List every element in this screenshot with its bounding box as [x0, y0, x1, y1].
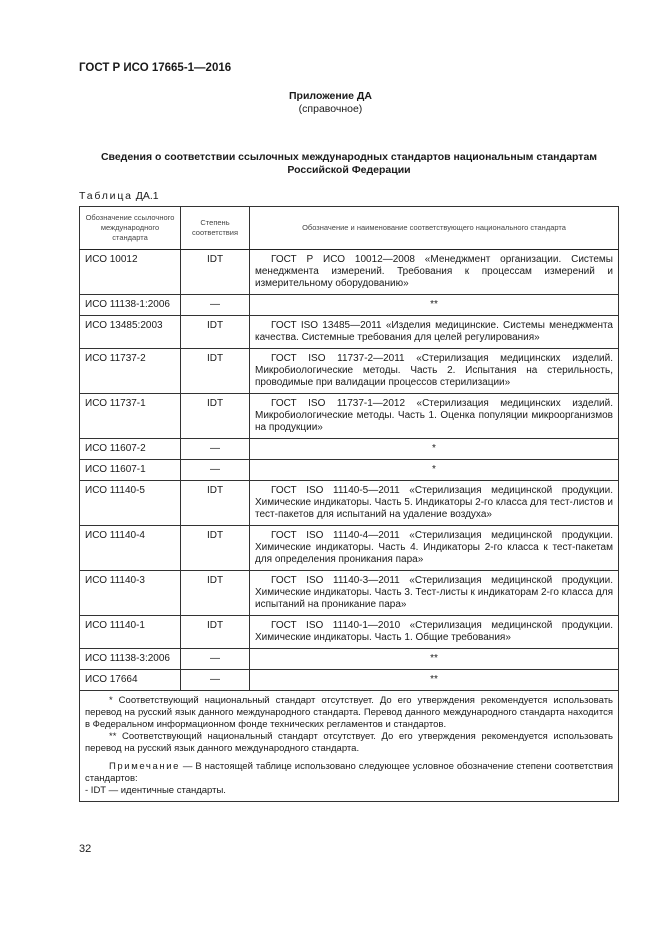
table-row — [80, 394, 619, 439]
appendix-subtitle: (справочное) — [298, 103, 363, 115]
cell-national: ** — [250, 670, 619, 691]
cell-degree: IDT — [181, 526, 250, 571]
cell-reference: ИСО 10012 — [80, 250, 181, 295]
table-row — [80, 616, 619, 649]
cell-national: ** — [250, 649, 619, 670]
footnote-single-star: * Соответствующий национальный стандарт отсутствует. До его утверждения рекомендуется использовать перевод на русский язык данного международного стандарта. Перевод данного международного стандарта находится в Федеральном информационном фонде технических регламентов и стандартов. — [85, 695, 613, 730]
cell-degree: IDT — [181, 394, 250, 439]
cell-reference: ИСО 17664 — [80, 670, 181, 691]
cell-degree: IDT — [181, 571, 250, 616]
cell-degree: IDT — [181, 349, 250, 394]
table-row — [80, 649, 619, 670]
table-row — [80, 571, 619, 616]
cell-reference: ИСО 11607-1 — [80, 460, 181, 481]
cell-reference: ИСО 11607-2 — [80, 439, 181, 460]
cell-reference: ИСО 13485:2003 — [80, 316, 181, 349]
table-row — [80, 481, 619, 526]
table-footnotes — [80, 691, 619, 802]
cell-degree: IDT — [181, 316, 250, 349]
note-label: Примечание — [109, 761, 180, 772]
note-item: - IDT — идентичные стандарты. — [85, 785, 226, 796]
cell-reference: ИСО 11737-1 — [80, 394, 181, 439]
section-title: Сведения о соответствии ссылочных международных стандартов национальным стандартам Российской Федерации — [100, 151, 598, 176]
appendix-title: Приложение ДА — [289, 90, 372, 102]
cell-degree: — — [181, 649, 250, 670]
table-row — [80, 439, 619, 460]
table-header-row — [80, 207, 619, 250]
cell-reference: ИСО 11140-5 — [80, 481, 181, 526]
cell-reference: ИСО 11138-3:2006 — [80, 649, 181, 670]
cell-national: * — [250, 439, 619, 460]
cell-degree: — — [181, 295, 250, 316]
document-code: ГОСТ Р ИСО 17665-1—2016 — [79, 62, 232, 74]
cell-national: ГОСТ ISO 11140-5—2011 «Стерилизация медицинской продукции. Химические индикаторы. Часть 5. Индикаторы 2-го класса для тест-листов и тест-пакетов для испытаний на удаление воздуха» — [250, 481, 619, 526]
table-caption — [79, 190, 159, 202]
cell-degree: — — [181, 439, 250, 460]
table-footnotes-row — [80, 691, 619, 802]
cell-national: ГОСТ ISO 13485—2011 «Изделия медицинские. Системы менеджмента качества. Системные требования для целей регулирования» — [250, 316, 619, 349]
table-row — [80, 316, 619, 349]
table-row — [80, 250, 619, 295]
note-text: — В настоящей таблице использовано следующее условное обозначение степени соответствия стандартов: — [85, 761, 613, 784]
cell-national: ** — [250, 295, 619, 316]
table-row — [80, 670, 619, 691]
cell-degree: IDT — [181, 250, 250, 295]
cell-reference: ИСО 11140-3 — [80, 571, 181, 616]
cell-reference: ИСО 11737-2 — [80, 349, 181, 394]
table-row — [80, 295, 619, 316]
page-number: 32 — [79, 843, 92, 855]
table-row — [80, 460, 619, 481]
cell-degree: — — [181, 460, 250, 481]
column-header-national: Обозначение и наименование соответствующего национального стандарта — [250, 207, 619, 250]
cell-national: ГОСТ ISO 11140-4—2011 «Стерилизация медицинской продукции. Химические индикаторы. Часть 4. Индикаторы 2-го класса к тест-пакетам для определения проникания пара» — [250, 526, 619, 571]
cell-reference: ИСО 11140-1 — [80, 616, 181, 649]
column-header-reference: Обозначение ссылочного международного стандарта — [80, 207, 181, 250]
cell-degree: — — [181, 670, 250, 691]
cell-national: ГОСТ ISO 11737-2—2011 «Стерилизация медицинских изделий. Микробиологические методы. Часть 2. Испытания на стерильность, проводимые при валидации процессов стерилизации» — [250, 349, 619, 394]
table-caption-word: Таблица — [79, 190, 133, 202]
cell-national: ГОСТ Р ИСО 10012—2008 «Менеджмент организации. Системы менеджмента измерений. Требования к процессам измерений и измерительному оборудованию» — [250, 250, 619, 295]
table-caption-number: ДА.1 — [135, 190, 159, 202]
cell-degree: IDT — [181, 481, 250, 526]
cell-national: ГОСТ ISO 11140-3—2011 «Стерилизация медицинской продукции. Химические индикаторы. Часть 3. Тест-листы к индикаторам 2-го класса для испытаний на проникание пара» — [250, 571, 619, 616]
table-row — [80, 349, 619, 394]
footnote-double-star: ** Соответствующий национальный стандарт отсутствует. До его утверждения рекомендуется использовать перевод на русский язык данного международного стандарта. — [85, 731, 613, 754]
appendix-heading — [0, 90, 661, 116]
correspondence-table — [79, 206, 619, 802]
cell-degree: IDT — [181, 616, 250, 649]
column-header-degree: Степень соответствия — [181, 207, 250, 250]
cell-national: ГОСТ ISO 11140-1—2010 «Стерилизация медицинской продукции. Химические индикаторы. Часть 1. Общие требования» — [250, 616, 619, 649]
cell-reference: ИСО 11138-1:2006 — [80, 295, 181, 316]
table-row — [80, 526, 619, 571]
cell-reference: ИСО 11140-4 — [80, 526, 181, 571]
cell-national: ГОСТ ISO 11737-1—2012 «Стерилизация медицинских изделий. Микробиологические методы. Часть 1. Оценка популяции микроорганизмов на продукции» — [250, 394, 619, 439]
table-note — [85, 761, 613, 785]
cell-national: * — [250, 460, 619, 481]
